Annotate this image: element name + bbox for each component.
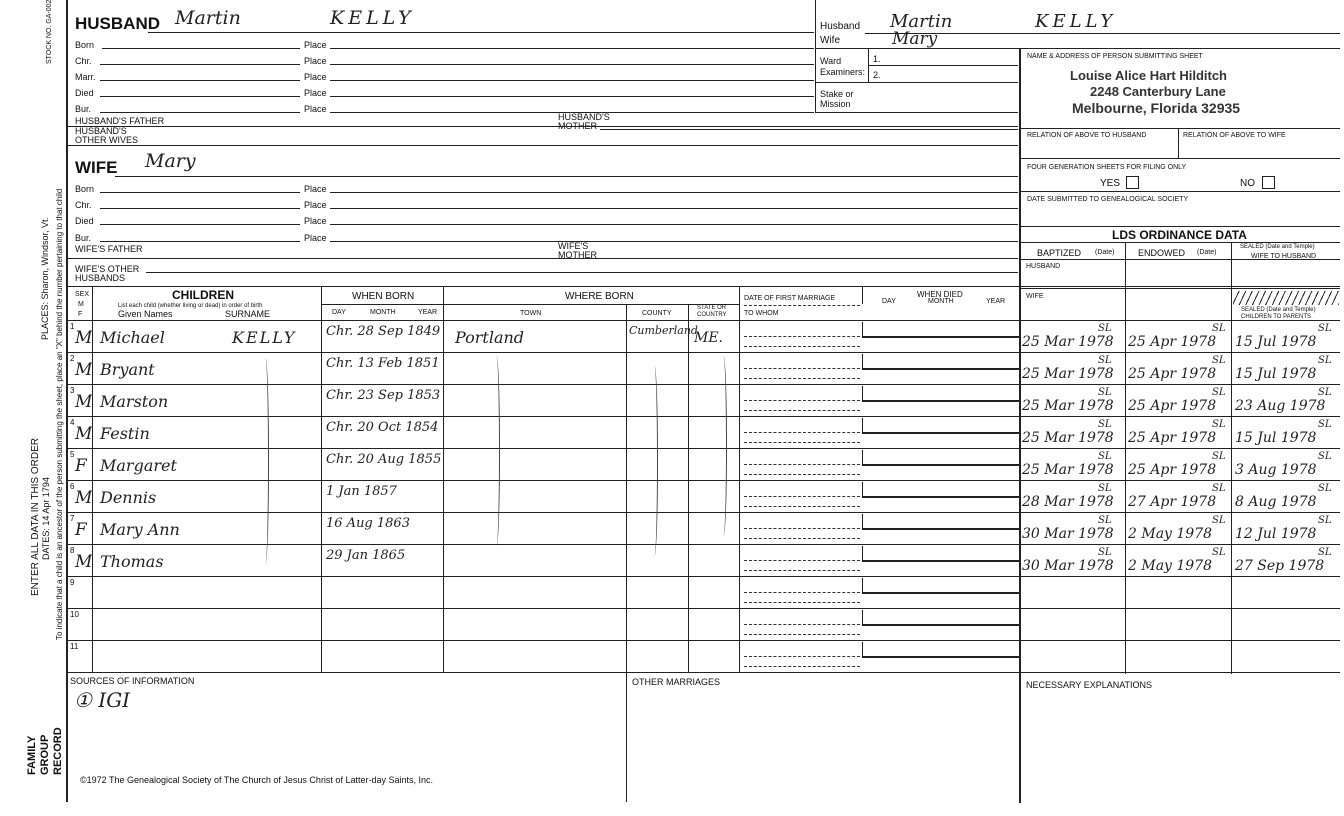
baptized-temple-code: SL: [1098, 387, 1112, 398]
child-number: 1: [70, 322, 75, 331]
child-birth-town[interactable]: Portland: [455, 328, 525, 347]
died-day-label: DAY: [882, 298, 896, 305]
child-birth-date[interactable]: 16 Aug 1863: [326, 516, 410, 531]
dates-note: DATES: 14 Apr 1794: [41, 477, 51, 560]
when-died-field[interactable]: [862, 482, 1019, 498]
when-died-field[interactable]: [862, 354, 1019, 370]
wife-born-place-label: Place: [304, 184, 327, 194]
child-sex[interactable]: M: [75, 392, 93, 412]
wife-died-label: Died: [75, 216, 94, 226]
row-divider: [67, 480, 1340, 481]
copyright: ©1972 The Genealogical Society of The Church of Jesus Christ of Latter-day Saints, Inc.: [80, 775, 433, 785]
child-sex[interactable]: M: [75, 424, 93, 444]
husband-other-wives-label-1: HUSBAND'S: [75, 126, 127, 136]
child-sex[interactable]: M: [75, 552, 93, 572]
header-husband-surname[interactable]: KELLY: [1035, 11, 1117, 32]
when-died-field[interactable]: [862, 322, 1019, 338]
child-number: 3: [70, 386, 75, 395]
to-whom-line: [744, 666, 860, 667]
baptized-temple-code: SL: [1098, 547, 1112, 558]
sealed-children-label-1: SEALED (Date and Temple): [1241, 307, 1316, 313]
when-died-field[interactable]: [862, 578, 1019, 594]
sex-label: SEX: [75, 291, 90, 298]
wife-bur-label: Bur.: [75, 233, 92, 243]
wife-bur-place-label: Place: [304, 233, 327, 243]
to-whom-line: [744, 346, 860, 347]
state-label-2: COUNTRY: [697, 312, 727, 318]
child-endowed-date[interactable]: 25 Apr 1978: [1128, 334, 1217, 350]
given-names-label: Given Names: [118, 309, 173, 319]
child-endowed-date[interactable]: 2 May 1978: [1128, 526, 1213, 542]
husband-bur-label: Bur.: [75, 104, 92, 114]
wife-other-husbands-label-1: WIFE'S OTHER: [75, 264, 140, 274]
sealed-hatching: [1233, 291, 1339, 305]
to-whom-line: [744, 410, 860, 411]
child-surname[interactable]: KELLY: [232, 328, 297, 347]
child-number: 6: [70, 482, 75, 491]
town-label: TOWN: [520, 310, 542, 317]
stake-label-2: Mission: [820, 99, 851, 109]
child-baptized-date[interactable]: 25 Mar 1978: [1022, 366, 1114, 382]
husband-marr-label: Marr.: [75, 72, 96, 82]
when-died-field[interactable]: [862, 386, 1019, 402]
to-whom-line: [744, 442, 860, 443]
where-born-label: WHERE BORN: [565, 291, 634, 302]
child-endowed-date[interactable]: 25 Apr 1978: [1128, 398, 1217, 414]
to-whom-line: [744, 570, 860, 571]
when-born-label: WHEN BORN: [352, 291, 415, 302]
first-marriage-line: [744, 368, 860, 369]
yes-label: YES: [1100, 178, 1121, 189]
child-birth-date[interactable]: Chr. 20 Aug 1855: [326, 452, 442, 467]
baptized-temple-code: SL: [1098, 515, 1112, 526]
to-whom-label: TO WHOM: [744, 310, 779, 317]
when-died-field[interactable]: [862, 610, 1019, 626]
child-sealed-date[interactable]: 15 Jul 1978: [1235, 430, 1317, 446]
child-sealed-date[interactable]: 15 Jul 1978: [1235, 366, 1317, 382]
sex-f-label: F: [78, 311, 83, 318]
child-given-name[interactable]: Thomas: [100, 552, 164, 571]
when-died-field[interactable]: [862, 514, 1019, 530]
child-sex[interactable]: F: [75, 456, 87, 476]
sealed-temple-code: SL: [1318, 515, 1332, 526]
child-given-name[interactable]: Mary Ann: [100, 520, 180, 539]
first-marriage-line: [744, 496, 860, 497]
day-label: DAY: [332, 309, 346, 316]
form-title-record: RECORD: [52, 727, 64, 775]
endowed-temple-code: SL: [1212, 355, 1226, 366]
when-died-label: WHEN DIED: [917, 290, 963, 299]
child-baptized-date[interactable]: 28 Mar 1978: [1022, 494, 1114, 510]
row-divider: [67, 416, 1340, 417]
sealed-children-label-2: CHILDREN TO PARENTS: [1241, 314, 1312, 320]
sex-m-label: M: [78, 301, 84, 308]
row-divider: [67, 608, 1340, 609]
child-sex[interactable]: M: [75, 488, 93, 508]
husband-chr-place-label: Place: [304, 56, 327, 66]
when-died-field[interactable]: [862, 546, 1019, 562]
when-died-field[interactable]: [862, 450, 1019, 466]
child-given-name[interactable]: Michael: [100, 328, 165, 347]
child-number: 10: [70, 610, 79, 619]
stock-number: STOCK NO. GA-002: [46, 0, 53, 64]
month-label: MONTH: [370, 309, 396, 316]
to-whom-line: [744, 474, 860, 475]
husband-surname[interactable]: KELLY: [330, 7, 415, 29]
row-divider: [67, 544, 1340, 545]
endowed-temple-code: SL: [1212, 515, 1226, 526]
header-wife-given[interactable]: Mary: [892, 29, 938, 49]
child-number: 2: [70, 354, 75, 363]
husband-mother-label-1: HUSBAND'S: [558, 112, 610, 122]
child-birth-date[interactable]: Chr. 28 Sep 1849: [326, 324, 441, 339]
wife-given-name[interactable]: Mary: [145, 150, 196, 172]
when-died-field[interactable]: [862, 642, 1019, 658]
sealed-temple-code: SL: [1318, 323, 1332, 334]
husband-label: HUSBAND: [75, 14, 160, 33]
endowed-temple-code: SL: [1212, 451, 1226, 462]
first-marriage-line: [744, 624, 860, 625]
husband-bur-place-label: Place: [304, 104, 327, 114]
to-whom-line: [744, 634, 860, 635]
husband-father-label: HUSBAND'S FATHER: [75, 116, 165, 126]
submitter-name: Louise Alice Hart Hilditch: [1070, 68, 1227, 83]
baptized-temple-code: SL: [1098, 419, 1112, 430]
child-endowed-date[interactable]: 25 Apr 1978: [1128, 462, 1217, 478]
four-generation-label: FOUR GENERATION SHEETS FOR FILING ONLY: [1027, 164, 1187, 171]
endowed-temple-code: SL: [1212, 323, 1226, 334]
ward-label: Ward: [820, 56, 842, 66]
husband-marr-place-label: Place: [304, 72, 327, 82]
child-sealed-date[interactable]: 15 Jul 1978: [1235, 334, 1317, 350]
died-year-label: YEAR: [986, 298, 1006, 305]
sealed-temple-code: SL: [1318, 451, 1332, 462]
no-label: NO: [1240, 178, 1255, 189]
form-title-family: FAMILY: [26, 735, 38, 775]
form-title-group: GROUP: [39, 734, 51, 775]
submitter-label: NAME & ADDRESS OF PERSON SUBMITTING SHEET: [1027, 53, 1203, 60]
explanations-label: NECESSARY EXPLANATIONS: [1026, 680, 1153, 690]
relation-wife-label: RELATION OF ABOVE TO WIFE: [1183, 132, 1286, 139]
child-endowed-date[interactable]: 2 May 1978: [1128, 558, 1213, 574]
child-endowed-date[interactable]: 25 Apr 1978: [1128, 366, 1217, 382]
lds-wife-row-label: WIFE: [1026, 293, 1044, 300]
sources-value[interactable]: ① IGI: [74, 688, 131, 712]
to-whom-line: [744, 378, 860, 379]
child-baptized-date[interactable]: 25 Mar 1978: [1022, 334, 1114, 350]
first-marriage-line: [744, 656, 860, 657]
enter-order-note: ENTER ALL DATA IN THIS ORDER: [30, 438, 41, 596]
child-number: 4: [70, 418, 75, 427]
sealed-temple-code: SL: [1318, 355, 1332, 366]
child-baptized-date[interactable]: 25 Mar 1978: [1022, 398, 1114, 414]
child-birth-date[interactable]: Chr. 23 Sep 1853: [326, 388, 441, 403]
first-marriage-label: DATE OF FIRST MARRIAGE: [744, 295, 836, 302]
examiners-label: Examiners:: [820, 67, 866, 77]
child-baptized-date[interactable]: 25 Mar 1978: [1022, 430, 1114, 446]
sealed-temple-code: SL: [1318, 547, 1332, 558]
yes-checkbox[interactable]: [1126, 176, 1139, 189]
child-birth-date[interactable]: 1 Jan 1857: [326, 484, 397, 499]
header-husband-given[interactable]: Martin: [890, 11, 953, 32]
child-sex[interactable]: M: [75, 360, 93, 380]
examiner-2: 2.: [873, 70, 881, 80]
submitter-city: Melbourne, Florida 32935: [1072, 100, 1241, 116]
surname-label: SURNAME: [225, 309, 271, 319]
child-given-name[interactable]: Marston: [100, 392, 169, 411]
baptized-temple-code: SL: [1098, 323, 1112, 334]
baptized-temple-code: SL: [1098, 355, 1112, 366]
wife-mother-label-1: WIFE'S: [558, 241, 589, 251]
row-divider: [67, 352, 1340, 353]
endowed-temple-code: SL: [1212, 387, 1226, 398]
state-label-1: STATE OR: [697, 305, 727, 311]
child-birth-state[interactable]: ME.: [694, 330, 724, 346]
date-submitted-label: DATE SUBMITTED TO GENEALOGICAL SOCIETY: [1027, 196, 1189, 203]
child-baptized-date[interactable]: 25 Mar 1978: [1022, 462, 1114, 478]
first-marriage-line: [744, 400, 860, 401]
row-divider: [67, 576, 1340, 577]
other-marriages-label: OTHER MARRIAGES: [632, 677, 721, 687]
endowed-temple-code: SL: [1212, 483, 1226, 494]
children-instruction: List each child (whether living or dead) in order of birth: [118, 303, 263, 309]
child-given-name[interactable]: Margaret: [100, 456, 177, 475]
row-divider: [67, 512, 1340, 513]
baptized-temple-code: SL: [1098, 483, 1112, 494]
wife-other-husbands-label-2: HUSBANDS: [75, 273, 126, 283]
first-marriage-line: [744, 464, 860, 465]
children-title: CHILDREN: [172, 288, 234, 302]
child-birth-date[interactable]: 29 Jan 1865: [326, 548, 406, 563]
endowed-label: ENDOWED: [1138, 248, 1185, 258]
wife-chr-place-label: Place: [304, 200, 327, 210]
stake-label-1: Stake or: [820, 89, 854, 99]
row-divider: [67, 448, 1340, 449]
baptized-temple-code: SL: [1098, 451, 1112, 462]
lds-title: LDS ORDINANCE DATA: [1112, 228, 1247, 242]
endowed-date-label: (Date): [1197, 249, 1217, 256]
first-marriage-line: [744, 528, 860, 529]
submitter-street: 2248 Canterbury Lane: [1090, 84, 1226, 99]
wife-label: WIFE: [75, 158, 118, 177]
husband-born-label: Born: [75, 40, 95, 50]
sealed-temple-code: SL: [1318, 387, 1332, 398]
husband-died-label: Died: [75, 88, 94, 98]
sealed-wife-label-2: WIFE TO HUSBAND: [1251, 253, 1317, 260]
child-sex[interactable]: F: [75, 520, 87, 540]
no-checkbox[interactable]: [1262, 176, 1275, 189]
header-wife-label: Wife: [820, 35, 840, 46]
sealed-temple-code: SL: [1318, 419, 1332, 430]
child-sealed-date[interactable]: 23 Aug 1978: [1235, 398, 1326, 414]
baptized-date-label: (Date): [1095, 249, 1115, 256]
child-given-name[interactable]: Bryant: [100, 360, 155, 379]
to-whom-line: [744, 602, 860, 603]
sources-label: SOURCES OF INFORMATION: [70, 676, 195, 686]
died-month-label: MONTH: [928, 298, 954, 305]
first-marriage-line: [744, 592, 860, 593]
examiner-1: 1.: [873, 54, 881, 64]
lds-husband-row-label: HUSBAND: [1026, 263, 1061, 270]
sealed-temple-code: SL: [1318, 483, 1332, 494]
child-sex[interactable]: M: [75, 328, 93, 348]
wife-chr-label: Chr.: [75, 200, 92, 210]
baptized-label: BAPTIZED: [1037, 248, 1082, 258]
child-endowed-date[interactable]: 27 Apr 1978: [1128, 494, 1217, 510]
husband-other-wives-label-2: OTHER WIVES: [75, 135, 139, 145]
county-label: COUNTY: [642, 310, 672, 317]
child-baptized-date[interactable]: 30 Mar 1978: [1022, 558, 1114, 574]
first-marriage-line: [744, 336, 860, 337]
husband-mother-label-2: MOTHER: [558, 121, 597, 131]
child-number: 9: [70, 578, 75, 587]
year-label: YEAR: [418, 309, 438, 316]
to-whom-line: [744, 506, 860, 507]
places-note: PLACES: Sharon, Windsor, Vt.: [40, 216, 50, 340]
child-number: 8: [70, 546, 75, 555]
wife-mother-label-2: MOTHER: [558, 250, 597, 260]
child-sealed-date[interactable]: 3 Aug 1978: [1235, 462, 1317, 478]
endowed-temple-code: SL: [1212, 547, 1226, 558]
child-number: 5: [70, 450, 75, 459]
husband-given-name[interactable]: Martin: [175, 7, 241, 29]
child-endowed-date[interactable]: 25 Apr 1978: [1128, 430, 1217, 446]
child-birth-date[interactable]: Chr. 20 Oct 1854: [326, 420, 439, 435]
husband-died-place-label: Place: [304, 88, 327, 98]
row-divider: [67, 640, 1340, 641]
husband-chr-label: Chr.: [75, 56, 92, 66]
wife-born-label: Born: [75, 184, 95, 194]
first-marriage-line: [744, 560, 860, 561]
header-husband-label: Husband: [820, 21, 861, 32]
row-divider: [67, 384, 1340, 385]
child-number: 7: [70, 514, 75, 523]
child-birth-county[interactable]: Cumberland: [629, 324, 698, 337]
child-baptized-date[interactable]: 30 Mar 1978: [1022, 526, 1114, 542]
child-given-name[interactable]: Festin: [100, 424, 150, 443]
endowed-temple-code: SL: [1212, 419, 1226, 430]
to-whom-line: [744, 538, 860, 539]
child-number: 11: [70, 642, 79, 651]
first-marriage-line: [744, 432, 860, 433]
wife-father-label: WIFE'S FATHER: [75, 244, 143, 254]
sealed-wife-label-1: SEALED (Date and Temple): [1240, 244, 1315, 250]
child-sealed-date[interactable]: 8 Aug 1978: [1235, 494, 1317, 510]
child-birth-date[interactable]: Chr. 13 Feb 1851: [326, 356, 440, 371]
ancestor-instruction: To indicate that a child is an ancestor of the person submitting the sheet, place an "X" behind the number pertaining to that child: [55, 188, 64, 640]
when-died-field[interactable]: [862, 418, 1019, 434]
wife-died-place-label: Place: [304, 216, 327, 226]
relation-husband-label: RELATION OF ABOVE TO HUSBAND: [1027, 132, 1147, 139]
child-given-name[interactable]: Dennis: [100, 488, 157, 507]
child-sealed-date[interactable]: 27 Sep 1978: [1235, 558, 1325, 574]
husband-born-place-label: Place: [304, 40, 327, 50]
child-sealed-date[interactable]: 12 Jul 1978: [1235, 526, 1317, 542]
